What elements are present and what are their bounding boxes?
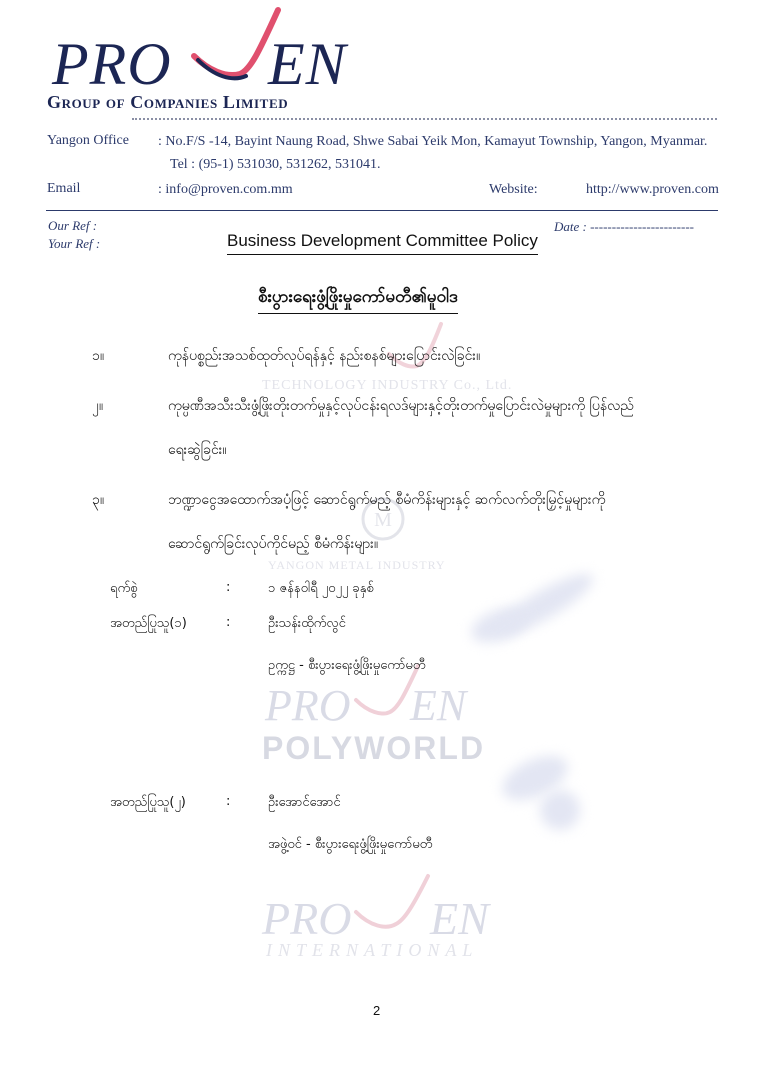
dotted-divider [132, 118, 717, 120]
approver1-colon: : [226, 615, 231, 630]
logo-text-left: PRO [52, 31, 172, 97]
item-text-3-line-2: ဆောင်ရွက်ခြင်းလုပ်ကိုင်မည့် စီမံကိန်းများ။ [168, 536, 379, 552]
email-label: Email [47, 181, 81, 196]
svg-text:M: M [374, 509, 392, 531]
policy-title-en: Business Development Committee Policy [227, 231, 538, 255]
approver1-title: ဥက္ကဋ္ဌ - စီးပွားရေးဖွံ့ဖြိုးမှုကော်မတီ [268, 658, 426, 673]
watermark-polyworld: POLYWORLD [262, 730, 486, 766]
watermark-yangon-metal: YANGON METAL INDUSTRY [268, 558, 446, 572]
approver2-name: ဦးအောင်အောင် [268, 795, 341, 810]
item-text-2-line-2: ရေးဆွဲခြင်း။ [168, 442, 227, 458]
watermark-proven-left: PRO [265, 681, 351, 730]
office-address: : No.F/S -14, Bayint Naung Road, Shwe Sabai Yeik Mon, Kamayut Township, Yangon, Myanmar. [158, 134, 708, 149]
header-rule [46, 210, 718, 211]
website-label: Website: [489, 182, 538, 197]
item-number-3: ၃။ [92, 492, 105, 508]
page-number: 2 [373, 1003, 381, 1018]
watermark-proven2-left: PRO [262, 893, 352, 944]
approver2-title: အဖွဲ့ဝင် - စီးပွားရေးဖွံ့ဖြိုးမှုကော်မတီ [268, 837, 433, 852]
logo-text-right: EN [268, 31, 347, 97]
item-text-3-line-1: ဘဏ္ဍာငွေအထောက်အပံ့ဖြင့် ဆောင်ရွက်မည့် စီမံကိန်းများနှင့် ဆက်လက်တိုးမြှင့်မှုများကို [168, 492, 606, 508]
watermark-technology: TECHNOLOGY INDUSTRY Co., Ltd. [262, 378, 513, 393]
website-value: http://www.proven.com [586, 182, 719, 197]
item-text-1-line-1: ကုန်ပစ္စည်းအသစ်ထုတ်လုပ်ရန်နှင့် နည်းစနစ်များပြောင်းလဲခြင်း။ [168, 348, 481, 364]
signature-mark-4 [540, 790, 580, 830]
item-number-1: ၁။ [92, 348, 105, 364]
office-tel: Tel : (95-1) 531030, 531262, 531041. [170, 157, 381, 172]
our-ref: Our Ref : [48, 218, 98, 233]
watermark-international: INTERNATIONAL [266, 940, 479, 960]
date-label: ရက်စွဲ [110, 581, 138, 596]
watermark-proven2-check-icon [352, 872, 432, 936]
watermark-proven2-right: EN [430, 893, 489, 944]
approver1-name: ဦးသန်းထိုက်လွင် [268, 616, 346, 631]
email-value: : info@proven.com.mm [158, 182, 293, 197]
policy-title-my: စီးပွားရေးဖွံ့ဖြိုးမှုကော်မတီ၏မူဝါဒ [258, 286, 458, 314]
watermark-proven-right: EN [410, 681, 467, 730]
approver2-colon: : [226, 794, 231, 809]
date-colon: : [226, 580, 231, 595]
date-field: Date : ------------------------ [554, 219, 694, 234]
approver1-label: အတည်ပြုသူ(၁) [110, 616, 187, 631]
date-value: ၁ ဇန်နဝါရီ ၂၀၂၂ ခုနှစ် [268, 581, 374, 596]
your-ref: Your Ref : [48, 236, 101, 251]
office-label: Yangon Office [47, 133, 129, 148]
item-number-2: ၂။ [92, 398, 104, 414]
item-text-2-line-1: ကုမ္ပဏီအသီးသီးဖွံ့ဖြိုးတိုးတက်မှုနှင့်လုပ်ငန်းရလဒ်များနှင့်တိုးတက်မှုပြောင်းလဲမှုများကို ပြန်လည် [168, 398, 634, 414]
company-name: Group of Companies Limited [47, 92, 289, 112]
approver2-label: အတည်ပြုသူ(၂) [110, 795, 186, 810]
